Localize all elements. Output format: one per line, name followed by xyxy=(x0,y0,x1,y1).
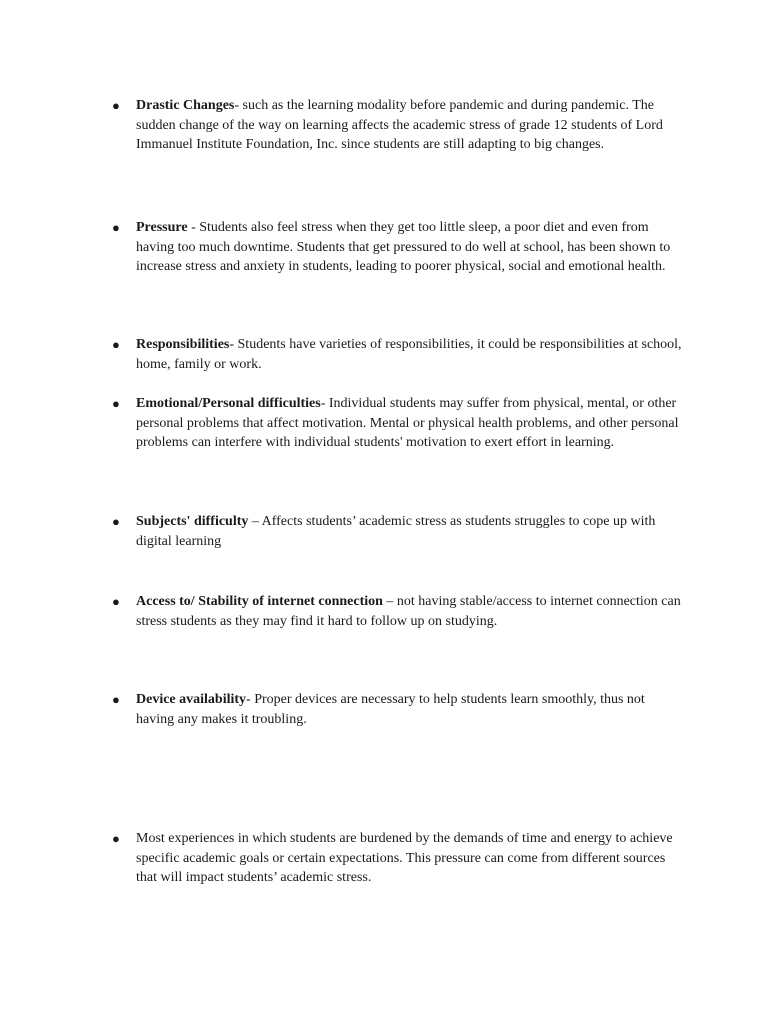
list-item-text xyxy=(136,335,682,374)
bullet-icon: ● xyxy=(112,514,120,529)
list-item-emotional-personal-difficulties xyxy=(112,394,682,453)
list-item-body: - Proper devices are necessary to help students learn smoothly, thus not having any makes it troubling. xyxy=(136,692,645,727)
bullet-icon: ● xyxy=(112,220,120,235)
list-item-body: – not having stable/access to internet connection can stress students as they may find it hard to follow up on studying. xyxy=(136,594,681,629)
bullet-icon: ● xyxy=(112,692,120,707)
bullet-icon: ● xyxy=(112,396,120,411)
list-item-text xyxy=(136,690,682,729)
list-item-drastic-changes xyxy=(112,96,682,155)
list-item-body: Most experiences in which students are burdened by the demands of time and energy to achieve specific academic goals or certain expectations. This pressure can come from different sources that will impact students’ academic stress. xyxy=(136,831,673,886)
list-item-term: Device availability xyxy=(136,692,247,707)
list-item-text xyxy=(136,512,682,551)
list-item-term: Drastic Changes xyxy=(136,98,235,113)
list-item-text xyxy=(136,218,682,277)
list-item-term: Access to/ Stability of internet connection xyxy=(136,594,383,609)
list-item-responsibilities xyxy=(112,335,682,374)
bullet-icon: ● xyxy=(112,831,120,846)
bullet-icon: ● xyxy=(112,98,120,113)
list-item-term: Responsibilities xyxy=(136,337,230,352)
list-item-term: Pressure xyxy=(136,220,188,235)
list-item-subjects-difficulty xyxy=(112,512,682,551)
list-item-summary xyxy=(112,829,682,888)
list-item-body: - Students also feel stress when they get too little sleep, a poor diet and even from having too much downtime. Students that get pressured to do well at school, has been shown to increase stress and anxiety in students, leading to poorer physical, social and emotional health. xyxy=(136,220,671,275)
bullet-icon: ● xyxy=(112,337,120,352)
list-item-body: - Individual students may suffer from physical, mental, or other personal problems that affect motivation. Mental or physical health problems, and other personal problems can interfere with individual students' motivation to exert effort in learning. xyxy=(136,396,679,451)
list-item-body: – Affects students’ academic stress as students struggles to cope up with digital learning xyxy=(136,514,656,549)
list-item-text xyxy=(136,592,682,631)
list-item-body: - Students have varieties of responsibilities, it could be responsibilities at school, home, family or work. xyxy=(136,337,682,372)
list-item-text xyxy=(136,96,682,155)
bullet-icon: ● xyxy=(112,594,120,609)
list-item-term: Subjects' difficulty xyxy=(136,514,249,529)
list-item-internet-connection xyxy=(112,592,682,631)
list-item-body: - such as the learning modality before pandemic and during pandemic. The sudden change of the way on learning affects the academic stress of grade 12 students of Lord Immanuel Institute Foundation, Inc. since students are still adapting to big changes. xyxy=(136,98,663,153)
list-item-device-availability xyxy=(112,690,682,729)
list-item-pressure xyxy=(112,218,682,277)
list-item-text xyxy=(136,829,682,888)
list-item-term: Emotional/Personal difficulties xyxy=(136,396,321,411)
list-item-text xyxy=(136,394,682,453)
